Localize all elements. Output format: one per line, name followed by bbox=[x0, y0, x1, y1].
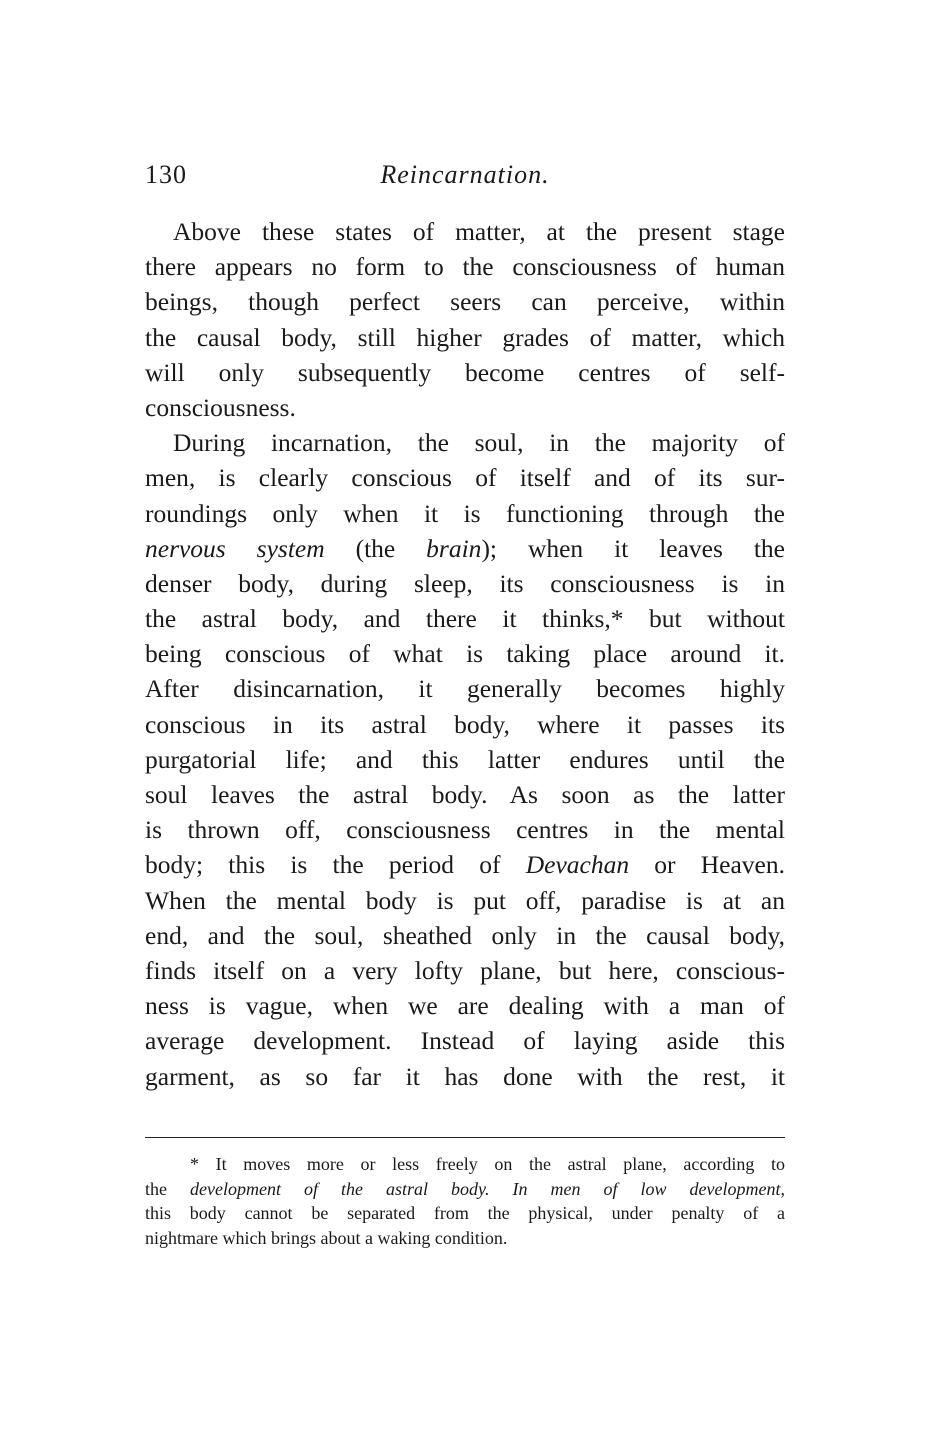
text-line bbox=[145, 671, 785, 706]
footnote bbox=[145, 1152, 785, 1250]
italic-text: Devachan bbox=[525, 850, 630, 880]
text-run: finds itself on a very lofty plane, but here, conscious- bbox=[145, 955, 785, 985]
text-line bbox=[145, 249, 785, 284]
running-title: Reincarnation. bbox=[380, 160, 550, 189]
text-line bbox=[145, 496, 785, 531]
text-run: men, is clearly conscious of itself and of its sur- bbox=[145, 463, 785, 493]
text-run: or Heaven. bbox=[629, 850, 785, 880]
text-line bbox=[145, 284, 785, 319]
text-line bbox=[145, 847, 785, 882]
text-run: beings, though perfect seers can perceive, within bbox=[145, 287, 785, 317]
text-run: the causal body, still higher grades of matter, which bbox=[145, 322, 785, 352]
text-line bbox=[145, 707, 785, 742]
text-run: garment, as so far it has done with the rest, it bbox=[145, 1061, 785, 1091]
text-run: body; this is the period of bbox=[145, 850, 526, 880]
text-run: After disincarnation, it generally becomes highly bbox=[145, 674, 785, 704]
text-line bbox=[145, 777, 785, 812]
text-run: is thrown off, consciousness centres in the mental bbox=[145, 815, 785, 845]
text-line bbox=[145, 1023, 785, 1058]
text-run: During incarnation, the soul, in the majority of bbox=[173, 428, 785, 458]
text-run: conscious in its astral body, where it passes its bbox=[145, 709, 785, 739]
text-run: consciousness. bbox=[145, 392, 296, 422]
text-run: nightmare which brings about a waking condition. bbox=[145, 1227, 508, 1248]
text-line bbox=[145, 214, 785, 249]
page-number: 130 bbox=[145, 160, 187, 189]
footnote-line bbox=[145, 1177, 785, 1202]
text-line bbox=[145, 601, 785, 636]
footnote-rule bbox=[145, 1137, 785, 1138]
text-run: the bbox=[145, 1178, 190, 1199]
text-run: this body cannot be separated from the physical, under penalty of a bbox=[145, 1203, 785, 1223]
italic-text: brain bbox=[426, 533, 482, 563]
italic-text: nervous system bbox=[145, 533, 325, 563]
text-run: When the mental body is put off, paradise is at an bbox=[145, 885, 785, 915]
text-line bbox=[145, 883, 785, 918]
text-line bbox=[145, 742, 785, 777]
text-line bbox=[145, 953, 785, 988]
text-run: , bbox=[780, 1178, 785, 1199]
italic-text: In men of low development bbox=[512, 1178, 781, 1199]
text-run: ); when it leaves the bbox=[481, 533, 785, 563]
text-line bbox=[145, 355, 785, 390]
text-line bbox=[145, 425, 785, 460]
text-line bbox=[145, 531, 785, 566]
footnote-line bbox=[145, 1201, 785, 1226]
text-line bbox=[145, 390, 785, 425]
text-run: end, and the soul, sheathed only in the causal body, bbox=[145, 920, 785, 950]
text-line bbox=[145, 320, 785, 355]
text-run bbox=[490, 1179, 513, 1199]
running-header bbox=[145, 160, 785, 196]
text-run: being conscious of what is taking place around it. bbox=[145, 639, 785, 669]
text-run: (the bbox=[324, 533, 427, 563]
text-run: there appears no form to the consciousness of human bbox=[145, 252, 785, 282]
text-run: the astral body, and there it thinks,* but without bbox=[145, 604, 785, 634]
text-run: will only subsequently become centres of self- bbox=[145, 357, 785, 387]
text-run: soul leaves the astral body. As soon as the latter bbox=[145, 780, 785, 809]
body-text bbox=[145, 214, 785, 1094]
text-line bbox=[145, 566, 785, 601]
footnote-line bbox=[145, 1152, 785, 1177]
text-line bbox=[145, 636, 785, 671]
text-line bbox=[145, 460, 785, 495]
text-line bbox=[145, 1059, 785, 1094]
text-run: average development. Instead of laying aside this bbox=[145, 1026, 785, 1056]
text-run: denser body, during sleep, its consciousness is in bbox=[145, 568, 785, 598]
text-run: Above these states of matter, at the present stage bbox=[173, 217, 785, 246]
text-line bbox=[145, 812, 785, 847]
footnote-line bbox=[145, 1226, 785, 1251]
text-run: roundings only when it is functioning through the bbox=[145, 498, 785, 528]
text-line bbox=[145, 988, 785, 1023]
text-line bbox=[145, 918, 785, 953]
text-run: * It moves more or less freely on the astral plane, according to bbox=[190, 1154, 785, 1174]
text-run: purgatorial life; and this latter endures until the bbox=[145, 744, 785, 774]
text-run: ness is vague, when we are dealing with a man of bbox=[145, 991, 785, 1021]
italic-text: development of the astral body. bbox=[190, 1178, 490, 1199]
